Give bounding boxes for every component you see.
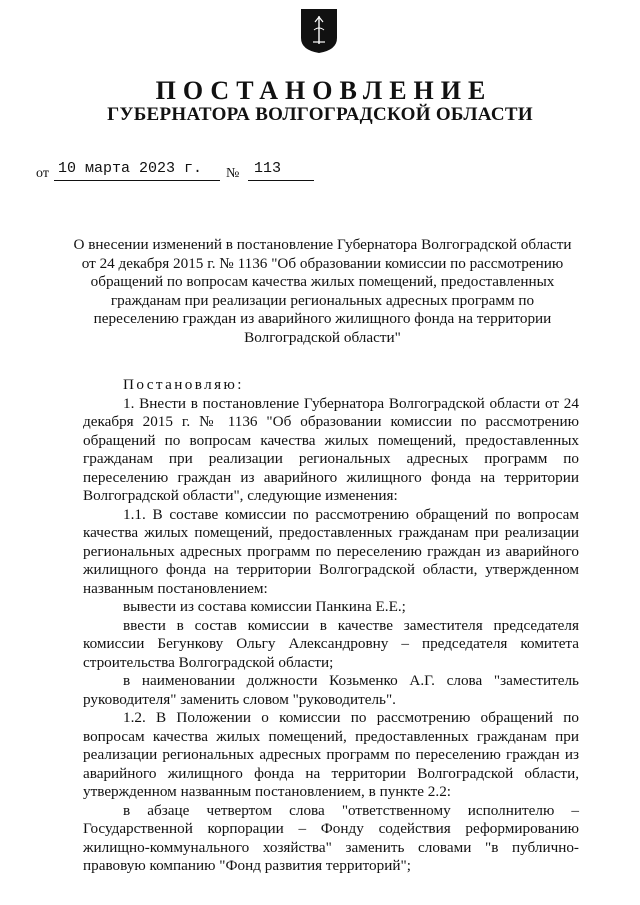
document-body	[83, 376, 579, 876]
paragraph-1-1: 1.1. В составе комиссии по рассмотрению обращений по вопросам качества жилых помещений, предоставленных гражданам при реализации региональных адресных программ по переселению граждан из аварийного жилищного фонда на территории Волгоградской области, утвержденном названным постановлением:	[83, 505, 579, 597]
paragraph-replace-words: в абзаце четвертом слова "ответственному исполнителю – Государственной корпорации – Фонду содействия реформированию жилищно-коммунального хозяйства" заменить словами "в публично-правовую компанию "Фонд развития территорий";	[83, 801, 579, 874]
document-subtitle: ГУБЕРНАТОРА ВОЛГОГРАДСКОЙ ОБЛАСТИ	[107, 104, 533, 125]
number-prefix: №	[226, 166, 240, 181]
paragraph-remove-member: вывести из состава комиссии Панкина Е.Е.;	[123, 598, 406, 615]
paragraph-1: 1. Внести в постановление Губернатора Волгоградской области от 24 декабря 2015 г. № 1136 "Об образовании комиссии по рассмотрению обращений по вопросам качества жилых помещений, предоставленных гражданам при реализации региональных адресных программ по переселению граждан из аварийного жилищного фонда на территории Волгоградской области", следующие изменения:	[83, 394, 579, 504]
date-prefix: от	[36, 166, 49, 181]
paragraph-add-member: ввести в состав комиссии в качестве заместителя председателя комиссии Бегункову Ольгу Александровну – председателя комитета строительства Волгоградской области;	[83, 616, 579, 671]
paragraph-1-2: 1.2. В Положении о комиссии по рассмотрению обращений по вопросам качества жилых помещений, предоставленных гражданам при реализации региональных адресных программ по переселению граждан из аварийного жилищного фонда на территории Волгоградской области, утвержденном названным постановлением, в пункте 2.2:	[83, 709, 579, 800]
decree-heading: Постановляю:	[123, 376, 244, 393]
paragraph-rename-position: в наименовании должности Козьменко А.Г. слова "заместитель руководителя" заменить словом "руководитель".	[83, 672, 579, 708]
coat-of-arms-emblem	[300, 8, 338, 54]
document-meta	[36, 160, 336, 184]
document-title: ПОСТАНОВЛЕНИЕ	[155, 76, 493, 105]
document-number: 113	[248, 160, 314, 181]
document-date: 10 марта 2023 г.	[54, 160, 220, 181]
document-subject: О внесении изменений в постановление Губернатора Волгоградской области от 24 декабря 2015 г. № 1136 "Об образовании комиссии по рассмотрению обращений по вопросам качества жилых помещений, предоставленных гражданам при реализации региональных адресных программ по переселению граждан из аварийного жилищного фонда на территории Волгоградской области"	[73, 236, 572, 346]
